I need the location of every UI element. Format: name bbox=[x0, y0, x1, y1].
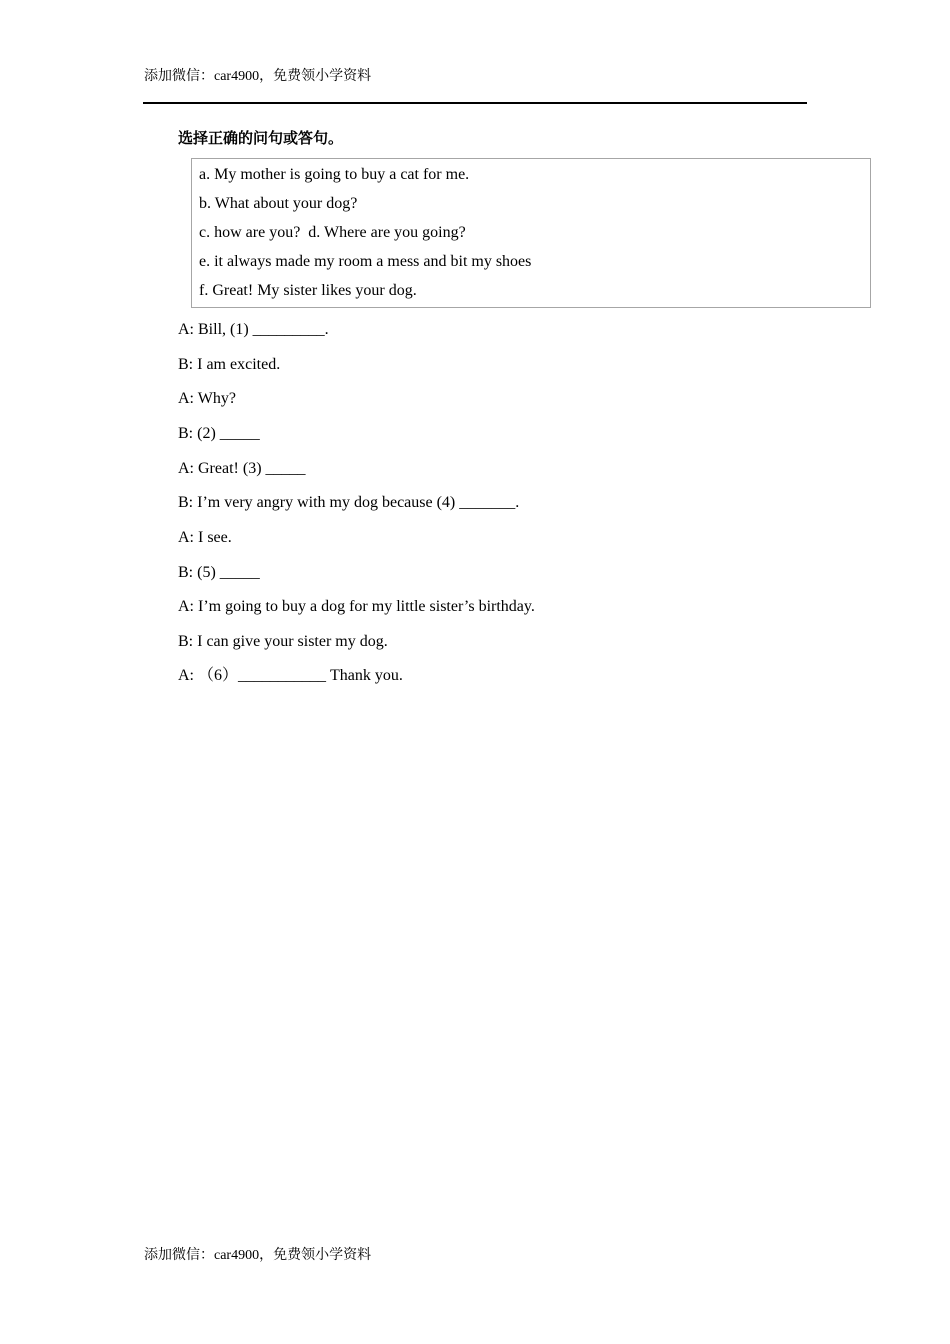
dialogue-line: B: I can give your sister my dog. bbox=[178, 633, 388, 650]
dialogue-line: B: I’m very angry with my dog because (4) _______. bbox=[178, 494, 520, 511]
dialogue-line: B: (5) _____ bbox=[178, 564, 260, 581]
dialogue-line: A: （6）___________ Thank you. bbox=[178, 667, 403, 684]
options-box bbox=[191, 158, 871, 308]
dialogue-line: A: I’m going to buy a dog for my little sister’s birthday. bbox=[178, 598, 535, 615]
option-c-d: c. how are you? d. Where are you going? bbox=[199, 224, 466, 241]
dialogue-line: A: Bill, (1) _________. bbox=[178, 321, 329, 338]
page-header-text: 添加微信：car4900，免费领小学资料 bbox=[144, 69, 372, 84]
option-f: f. Great! My sister likes your dog. bbox=[199, 282, 417, 299]
dialogue-line: B: (2) _____ bbox=[178, 425, 260, 442]
header-divider bbox=[143, 102, 807, 104]
dialogue-line: A: I see. bbox=[178, 529, 232, 546]
option-b: b. What about your dog? bbox=[199, 195, 358, 212]
option-a: a. My mother is going to buy a cat for me. bbox=[199, 166, 470, 183]
dialogue-line: A: Why? bbox=[178, 390, 236, 407]
dialogue-line: B: I am excited. bbox=[178, 356, 281, 373]
section-title: 选择正确的问句或答句。 bbox=[178, 129, 344, 147]
page-footer-text: 添加微信：car4900，免费领小学资料 bbox=[144, 1248, 372, 1263]
dialogue-line: A: Great! (3) _____ bbox=[178, 460, 306, 477]
option-e: e. it always made my room a mess and bit my shoes bbox=[199, 253, 532, 270]
